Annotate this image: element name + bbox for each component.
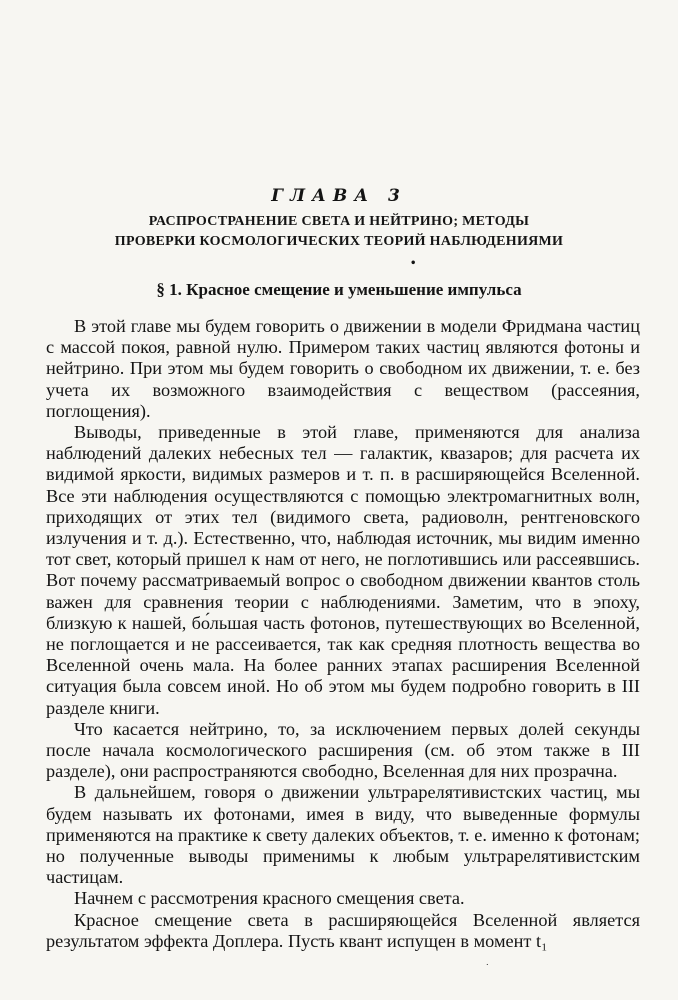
body-text bbox=[46, 316, 640, 952]
section-heading: § 1. Красное смещение и уменьшение импульса bbox=[156, 280, 522, 299]
paragraph-5: Начнем с рассмотрения красного смещения света. bbox=[74, 888, 465, 909]
decorative-dot: • bbox=[410, 258, 417, 269]
paragraph-3: Что касается нейтрино, то, за исключением первых долей секунды после начала космологического расширения (см. об этом также в III разделе), они распространяются свободно, Вселенная для них прозрачна. bbox=[46, 718, 640, 782]
paragraph-1: В этой главе мы будем говорить о движении в модели Фридмана частиц с массой покоя, равной нулю. Примером таких частиц являются фотоны и нейтрино. При этом мы будем говорить о свободном их движении, т. е. без учета их возможного взаимодействия с веществом (рассеяния, поглощения). bbox=[46, 316, 640, 421]
chapter-title-line-1: РАСПРОСТРАНЕНИЕ СВЕТА И НЕЙТРИНО; МЕТОДЫ bbox=[148, 214, 530, 229]
chapter-label: ГЛАВА 3 bbox=[271, 186, 407, 206]
chapter-title-line-2: ПРОВЕРКИ КОСМОЛОГИЧЕСКИХ ТЕОРИЙ НАБЛЮДЕНИЯМИ bbox=[114, 234, 564, 249]
paragraph-2: Выводы, приведенные в этой главе, применяются для анализа наблюдений далеких небесных тел — галактик, квазаров; для расчета их видимой яркости, видимых размеров и т. п. в расширяющейся Вселенной. Все эти наблюдения осуществляются с помощью электромагнитных волн, приходящих от этих тел (видимого света, радиоволн, рентгеновского излучения и т. д.). Естественно, что, наблюдая источник, мы видим именно тот свет, который пришел к нам от него, не поглотившись или рассеявшись. Вот почему рассматриваемый вопрос о свободном движении квантов столь важен для сравнения теории с наблюдениями. Заметим, что в эпоху, близкую к нашей, бо́льшая часть фотонов, путешествующих во Вселенной, не поглощается и не рассеивается, так как средняя плотность вещества во Вселенной очень мала. На более ранних этапах расширения Вселенной ситуация была совсем иной. Но об этом мы будем подробно говорить в III разделе книги. bbox=[46, 422, 640, 718]
paragraph-6: Красное смещение света в расширяющейся Вселенной является результатом эффекта Доплера. Пусть квант испущен в момент t₁ bbox=[46, 909, 640, 951]
footer-speck: . bbox=[486, 958, 489, 967]
paragraph-4: В дальнейшем, говоря о движении ультрарелятивистских частиц, мы будем называть их фотонами, имея в виду, что выведенные формулы применяются на практике к свету далеких объектов, т. е. именно к фотонам; но полученные выводы применимы к любым ультрарелятивистским частицам. bbox=[46, 782, 640, 888]
chapter-title bbox=[0, 212, 678, 252]
